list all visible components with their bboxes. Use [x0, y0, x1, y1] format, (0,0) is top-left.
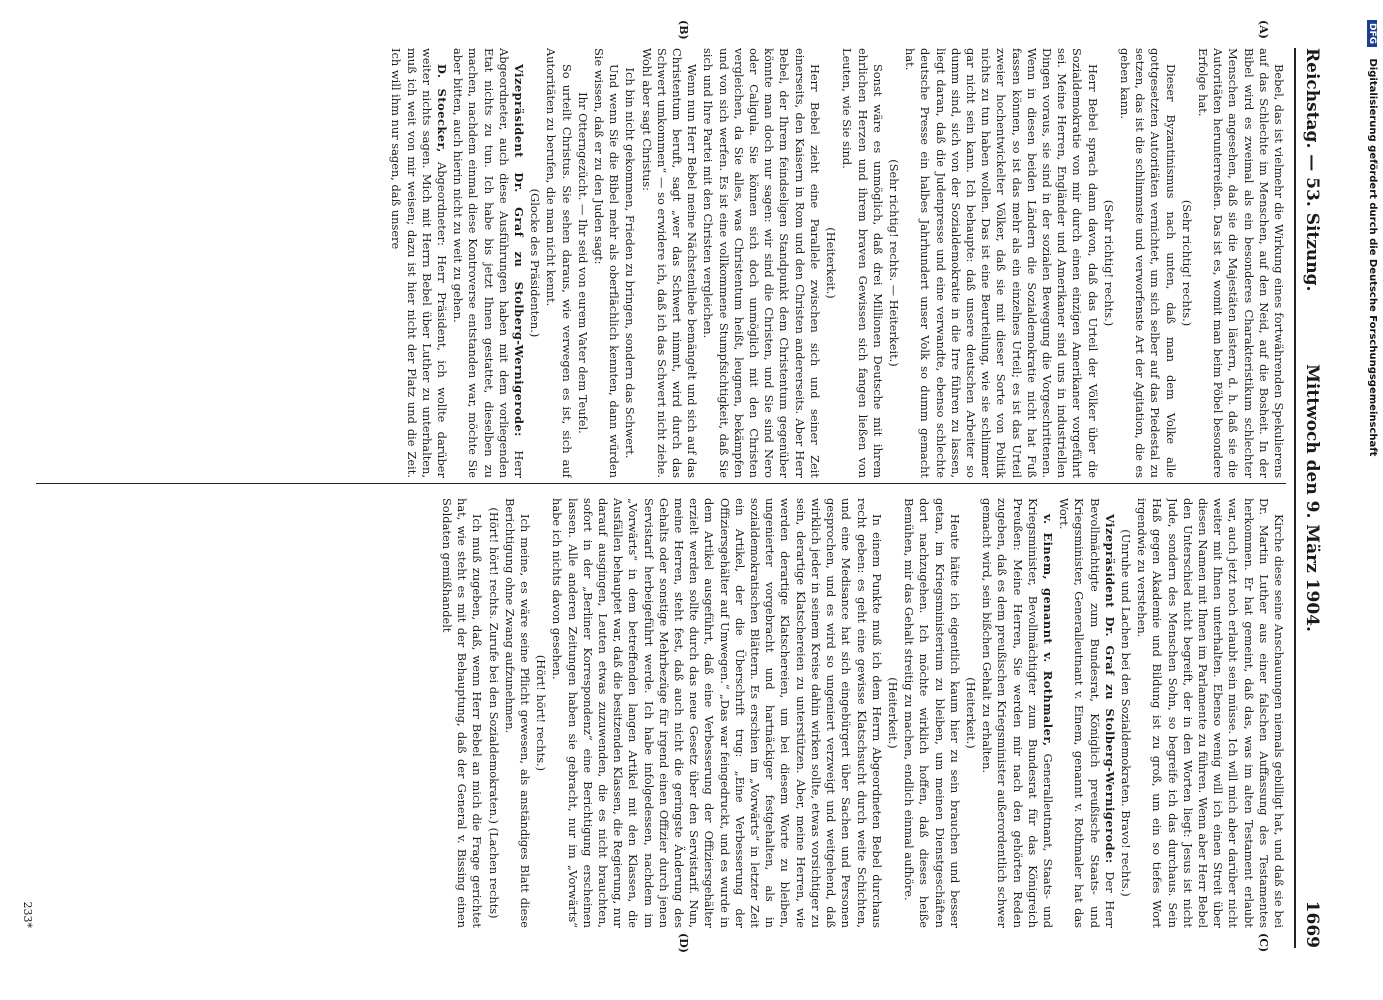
body-paragraph: So urteilt Christus. Sie sehen daraus, wie verwegen es ist, sich auf Autoritäten zu berufen, die man nicht kennt.	[544, 48, 574, 478]
digitization-credit	[1360, 20, 1378, 980]
speech-text: Herr Abgeordneter, auch diese Ausführungen haben mit dem vorliegenden Etat nichts zu tun. Ich habe bis jetzt Ihnen gestattet, dieselben zu machen, nachdem einmal diese Kontroverse entstanden war, möchte Sie aber bitten, auch hierin nicht zu weit zu gehen.	[451, 48, 527, 478]
text-column-left	[36, 48, 1286, 478]
stage-direction: (Unruhe und Lachen bei den Sozialdemokraten. Bravo! rechts.)	[1118, 529, 1133, 897]
header-date: Mittwoch den 9. März 1904.	[1302, 364, 1322, 632]
column-divider	[36, 483, 1286, 484]
rotated-page	[10, 18, 1330, 958]
stage-direction: (Glocke des Präsidenten.)	[528, 188, 543, 338]
body-paragraph: Ich meine, es wäre seine Pflicht gewesen, als anständiges Blatt diese Berichtigung ohne Zwang aufzunehmen.	[502, 498, 533, 928]
body-paragraph: Dieser Byzantinismus nach unten, daß man dem Volke alle gottgesetzten Autoritäten vernichtet, um sich selber auf das Piedestal zu setzen, das ist die schlimmste und verworfenste Art der Agitation, die es geben kann.	[1117, 48, 1178, 478]
body-paragraph: Herr Bebel sprach dann davon, daß das Urteil der Völker über die Sozialdemokratie von mir durch einen einzigen Amerikaner vorgeführt sei. Meine Herren, Engländer und Amerikaner sind uns in industriellen Dingen voraus, sie sind in der sozialen Bewegung die Vorgeschrittenen. Wenn in diesen beiden Ländern die Sozialdemokratie nicht hat Fuß fassen können, so ist das mehr als ein einzelnes Urteil; es ist das Urteil zweier hochentwickelter Völker, daß sie mit dieser Sorte von Politik nichts zu tun haben wollen. Das ist eine Beurteilung, wie sie schlimmer gar nicht sein kann. Ich behaupte: daß unsere deutschen Arbeiter so dumm sind, sich von der Sozialdemokratie in die Irre führen zu lassen, liegt daran, daß die Judenpresse und eine verwandte, ebenso schlechte deutsche Presse ein halbes Jahrhundert unser Volk so dumm gemacht hat.	[903, 48, 1100, 478]
body-paragraph: Wenn nun Herr Bebel meine Nächstenliebe bemängelt und sich auf das Christentum beruft, sagt „wer das Schwert nimmt, wird durch das Schwert umkommen“ — so erwidere ich, daß ich das Schwert nicht ziehe. Wohl aber sagt Christus:	[639, 48, 700, 478]
stage-direction: (Heiterkeit.)	[824, 227, 839, 299]
body-paragraph: Kirche diese seine Anschauungen niemals gebilligt hat, und daß sie bei Dr. Martin Luther aus einer falschen Auffassung des Testamentes herkommen. Er hat gemeint, daß das, was im alten Testament erlaubt war, auch jetzt noch erlaubt sein müsse. Ich will mich aber darüber nicht weiter mit Ihnen unterhalten. Ebenso wenig will ich einen Streit über diesen Namen mit Ihnen im Parlamente zu führen. Wenn aber Herr Bebel den Unterschied nicht begreift, der in den Worten liegt: Jesus ist nicht Jude, sondern des Menschen Sohn, so begreife ich das durchaus. Sein Haß gegen Akademie und Bildung ist zu groß, um ein so tiefes Wort irgendwie zu verstehen.	[1135, 498, 1286, 928]
speech-text: Generalleutnant, Staats- und Kriegsminister, Bevollmächtigter zum Bundesrat für das Königreich Preußen: Meine Herren, Sie werden mir nach den gehörten Reden zugeben, daß es dem preußischen Kriegsminister außerordentlich schwer gemacht wird, sein bißchen Gehalt zu erhalten.	[980, 498, 1055, 928]
margin-marker-a: (A)	[1257, 20, 1270, 39]
body-paragraph: Herr Bebel zieht eine Parallele zwischen sich und seiner Zeit einerseits, den Kaisern in Rom und den Christen andererseits. Aber Herr Bebel, der Ihrem feindseligen Standpunkt dem Christentum gegenüber könnte man doch nur sagen: wir sind die Christen, und Sie sind Nero oder Caligula. Sie können sich doch unmöglich mit den Christen vergleichen, da Sie alles, was Christentum heißt, leugnen, bekämpfen und von sich werfen. Es ist eine vollkommene Stumpfsichtigkeit, daß Sie sich und Ihre Partei mit den Christen vergleichen.	[701, 48, 822, 478]
stage-direction: (Sehr richtig! rechts.)	[1179, 199, 1194, 327]
stage-direction: (Heiterkeit.)	[885, 677, 900, 749]
margin-marker-c: (C)	[1257, 933, 1270, 953]
body-paragraph: In einem Punkte muß ich dem Herrn Abgeordneten Bebel durchaus recht geben: es geht eine gewisse Klatschsucht durch weite Schichten, und eine Medisance hat sich eingebürgert über Sachen und Personen gesprochen, und es wird so ungeniert verzweigt und weitgehend, daß wirklich jeder in seinem Kreise dahin wirken sollte, etwas vorsichtiger zu sein, derartige Klatschereien zu unterstützen. Aber, meine Herren, wie werden derartige Klatschereien, um bei diesem Worte zu bleiben, ungenierter vorgebracht und hartnäckiger festgehalten, als in sozialdemokratischen Blättern. Es erschien im „Vorwärts“ in letzter Zeit ein Artikel, der die Überschrift trug: „Eine Verbesserung der Offiziersgehälter auf Umwegen.“ „Das war feingedruckt, und es wurde in dem Artikel ausgeführt, daß eine Verbesserung der Offiziersgehälter erzielt werden sollte durch das neue Gesetz über den Servistarif. Nun, meine Herren, steht fest, daß auch nicht die geringste Änderung des Gehalts oder sonstige Mehrbezüge für irgend einen Offizier durch jenen Servistarif herbeigeführt werde. Ich habe infolgedessen, nachdem im „Vorwärts“ in dem betreffenden langen Artikel mit den Klassen, die Ausfällen behauptet war, daß die besitzenden Klassen, die Regierung, nur darauf ausgingen, Leuten etwas zuzuwenden, die es nicht brauchten, sofort in der „Berliner Korrespondenz“ eine Berichtigung erscheinen lassen. Alle anderen Zeitungen haben sie gebracht, nur im „Vorwärts“ habe ich nichts davon gesehen.	[550, 498, 884, 928]
header-session: Reichstag. — 53. Sitzung.	[1302, 48, 1322, 292]
body-paragraph: Ich muß zugeben, daß, wenn Herr Bebel an mich die Frage gerichtet hat, wie steht es mit der Behauptung, daß der General v. Bissing einen Soldaten gemißhandelt	[440, 498, 485, 928]
speaker-paragraph	[1056, 498, 1117, 928]
speaker-name: D. Stoecker,	[435, 64, 450, 153]
margin-marker-b: (B)	[677, 20, 690, 40]
credit-text: Digitalisierung gefördert durch die Deutsche Forschungsgemeinschaft	[1367, 58, 1378, 457]
body-paragraph: Bebel, das ist vielmehr die Wirkung eines fortwährenden Spekulierens auf das Schlechte im Menschen, auf den Neid, auf die Bosheit. In der Bibel wird es zweimal als ein besonderes Charakteristikum schlechter Menschen angesehen, daß sie die Majestäten lästern, d. h. daß sie die Autoritäten herunterreißen. Das ist es, womit man beim Pöbel besondere Erfolge hat.	[1195, 48, 1286, 478]
page-header	[1294, 48, 1322, 948]
stage-direction: Ich bin nicht gekommen, Frieden zu bringen, sondern das Schwert.	[623, 67, 638, 459]
speaker-paragraph	[979, 498, 1055, 928]
page-number: 1669	[1302, 900, 1322, 948]
body-paragraph: Heute hätte ich eigentlich kaum hier zu sein brauchen und besser getan, im Kriegsministerium zu bleiben, um meinen Dienstgeschäften dort nachzugehen. Ich möchte wirklich hoffen, daß dieses heiße Bemühen, mir das Gehalt streitig zu machen, endlich einmal aufhöre.	[902, 498, 962, 928]
speech-text: Abgeordneter: Herr Präsident, ich wollte darüber weiter nichts sagen. Mich mit Herrn Bebel über Luther zu unterhalten, muß ich weit von mir weisen; dazu ist hier nicht der Platz und die Zeit. Ich will ihm nur sagen, daß unsere	[389, 48, 450, 478]
stage-direction: (Sehr richtig! rechts. — Heiterkeit.)	[886, 159, 901, 367]
signature-mark: 233*	[21, 901, 34, 928]
dfg-logo: DFG	[1367, 20, 1377, 47]
speaker-name: v. Einem, genannt v. Rothmaler,	[1040, 514, 1055, 747]
speaker-name: Vizepräsident Dr. Graf zu Stolberg-Wernigerode:	[512, 64, 527, 437]
text-column-right	[36, 498, 1286, 928]
speech-text: Der Herr Bevollmächtigte zum Bundesrat, Königlich preußische Staats- und Kriegsminister, Generalleutnant v. Einem, genannt v. Rothmaler hat das Wort.	[1057, 498, 1117, 928]
speaker-paragraph	[388, 48, 449, 478]
stage-direction: (Sehr richtig! rechts.)	[1101, 199, 1116, 327]
margin-marker-d: (D)	[677, 933, 690, 953]
stage-direction: Ihr Otterngezücht. — Ihr seid von eurem Vater dem Teufel.	[575, 92, 590, 434]
body-paragraph: Sonst wäre es unmöglich, daß drei Millionen Deutsche mit ihrem ehrlichen Herzen und ihrem braven Gewissen sich fangen ließen von Leuten, wie Sie sind.	[840, 48, 885, 478]
stage-direction: (Hört! hört! rechts.)	[534, 654, 549, 772]
stage-direction: (Heiterkeit.)	[963, 677, 978, 749]
speaker-name: Vizepräsident Dr. Graf zu Stolberg-Wernigerode:	[1102, 514, 1117, 864]
speaker-paragraph	[450, 48, 526, 478]
stage-direction: (Hört! hört! rechts. Zurufe bei den Sozialdemokraten.) (Lachen rechts)	[486, 507, 501, 919]
body-paragraph: Und wenn Sie die Bibel mehr als oberflächlich kennten, dann würden Sie wissen, daß er zu den Juden sagt:	[592, 48, 622, 478]
